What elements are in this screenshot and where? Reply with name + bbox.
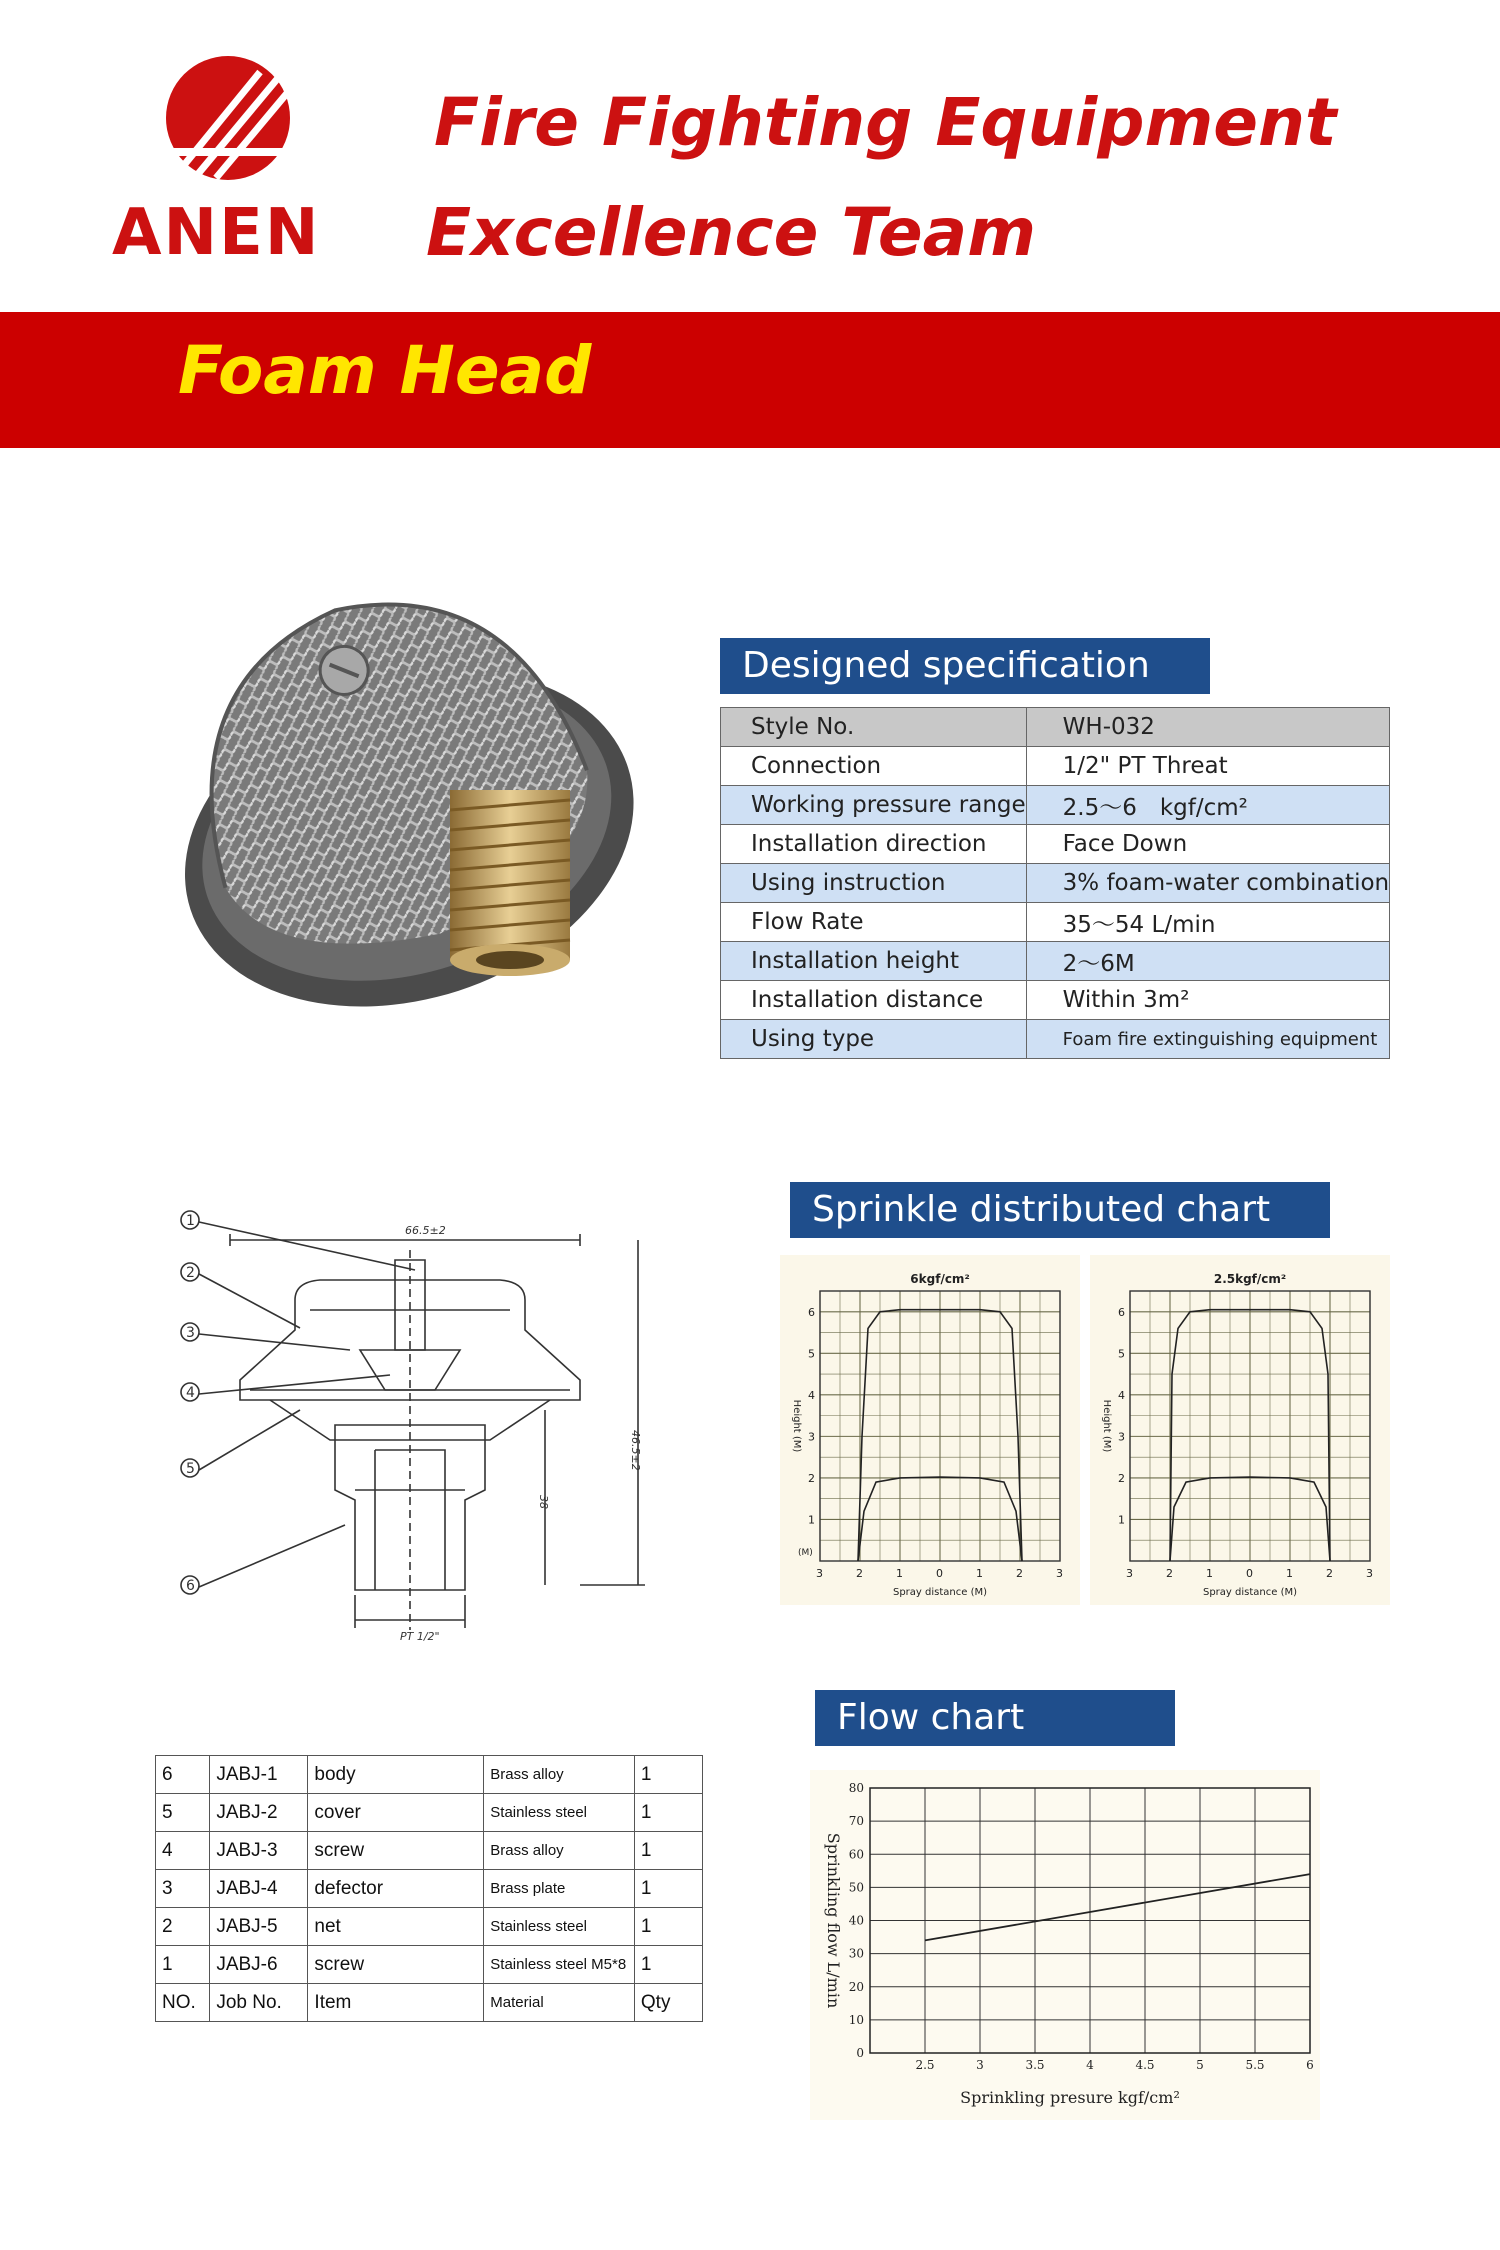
spec-heading: Designed specification (720, 638, 1210, 694)
parts-cell-no: 4 (156, 1832, 210, 1870)
parts-row (156, 1756, 703, 1794)
parts-row (156, 1908, 703, 1946)
x-axis-label: Sprinkling presure kgf/cm² (960, 2088, 1180, 2107)
parts-table (155, 1755, 703, 2022)
parts-cell-item: net (308, 1908, 484, 1946)
chart-title: 2.5kgf/cm² (1213, 1272, 1287, 1286)
x-tick-label: 1 (1286, 1567, 1293, 1580)
parts-cell-item: body (308, 1756, 484, 1794)
x-tick-label: 2 (1166, 1567, 1173, 1580)
spec-label: Installation direction (721, 825, 1027, 864)
x-tick-label: 3 (816, 1567, 823, 1580)
x-tick-label: 2 (1326, 1567, 1333, 1580)
y-tick-label: 0 (856, 2046, 864, 2060)
tagline-line-1: Fire Fighting Equipment (434, 84, 1337, 161)
x-tick-label: 3 (1126, 1567, 1133, 1580)
spec-row (721, 747, 1390, 786)
y-tick-label: 60 (848, 1847, 864, 1862)
y-tick-label: 5 (808, 1347, 815, 1361)
spec-value: 2.5～6 kgf/cm² (1026, 786, 1389, 825)
spec-label: Flow Rate (721, 903, 1027, 942)
parts-cell-job: JABJ-1 (210, 1756, 308, 1794)
spec-label: Using instruction (721, 864, 1027, 903)
spec-value: 3% foam-water combination (1026, 864, 1389, 903)
spec-label: Installation distance (721, 981, 1027, 1020)
callout-label: 5 (186, 1461, 195, 1477)
x-tick-label: 4 (1086, 2058, 1094, 2072)
spec-label: Style No. (721, 708, 1027, 747)
spec-row (721, 708, 1390, 747)
product-photo (150, 540, 650, 1070)
y-tick-label: 1 (808, 1513, 815, 1527)
technical-drawing (160, 1200, 660, 1650)
spec-value: WH-032 (1026, 708, 1389, 747)
flow-chart-svg (810, 1770, 1320, 2120)
spec-value: Foam fire extinguishing equipment (1026, 1020, 1389, 1059)
y-unit-label: (M) (798, 1548, 813, 1558)
parts-cell-qty: 1 (634, 1794, 702, 1832)
x-tick-label: 3 (1366, 1567, 1373, 1580)
parts-cell-job: JABJ-4 (210, 1870, 308, 1908)
parts-cell-material: Material (484, 1984, 635, 2022)
y-tick-label: 4 (1118, 1388, 1125, 1402)
flow-series-line (925, 1874, 1310, 1940)
y-tick-label: 80 (848, 1781, 864, 1795)
x-tick-label: 0 (936, 1567, 943, 1580)
sprinkle-chart-6-svg (780, 1255, 1080, 1605)
parts-cell-material: Brass alloy (484, 1756, 635, 1794)
parts-cell-no: 3 (156, 1870, 210, 1908)
parts-cell-item: cover (308, 1794, 484, 1832)
sprinkle-chart-2-5-svg (1090, 1255, 1390, 1605)
parts-cell-no: 5 (156, 1794, 210, 1832)
x-tick-label: 2 (1016, 1567, 1023, 1580)
dimension-bottom: PT 1/2" (400, 1630, 440, 1643)
y-tick-label: 20 (848, 1979, 864, 1994)
y-tick-label: 30 (848, 1946, 864, 1961)
x-tick-label: 3 (976, 2058, 984, 2072)
sprinkle-heading: Sprinkle distributed chart (790, 1182, 1330, 1238)
x-tick-label: 4.5 (1135, 2058, 1155, 2072)
x-tick-label: 6 (1306, 2058, 1314, 2072)
spec-row (721, 981, 1390, 1020)
spec-row (721, 903, 1390, 942)
parts-cell-material: Brass alloy (484, 1832, 635, 1870)
parts-cell-no: NO. (156, 1984, 210, 2022)
y-tick-label: 10 (848, 2012, 864, 2027)
parts-cell-qty: 1 (634, 1908, 702, 1946)
spec-label: Installation height (721, 942, 1027, 981)
parts-cell-qty: Qty (634, 1984, 702, 2022)
x-axis-label: Spray distance (M) (1202, 1587, 1298, 1598)
spec-label: Working pressure range (721, 786, 1027, 825)
parts-row (156, 1794, 703, 1832)
x-tick-label: 2 (856, 1567, 863, 1580)
x-tick-label: 0 (1246, 1567, 1253, 1580)
y-tick-label: 6 (808, 1305, 815, 1319)
x-tick-label: 5.5 (1245, 2058, 1265, 2072)
parts-cell-material: Stainless steel (484, 1794, 635, 1832)
spec-value: Within 3m² (1026, 981, 1389, 1020)
spec-row (721, 786, 1390, 825)
sprinkle-chart-2-5 (1090, 1255, 1390, 1605)
flow-heading: Flow chart (815, 1690, 1175, 1746)
y-tick-label: 4 (808, 1388, 815, 1402)
parts-cell-item: screw (308, 1832, 484, 1870)
parts-cell-item: screw (308, 1946, 484, 1984)
parts-cell-job: JABJ-5 (210, 1908, 308, 1946)
x-tick-label: 1 (976, 1567, 983, 1580)
parts-row (156, 1832, 703, 1870)
spec-row (721, 942, 1390, 981)
parts-cell-material: Stainless steel (484, 1908, 635, 1946)
parts-row (156, 1946, 703, 1984)
y-tick-label: 2 (808, 1471, 815, 1485)
dimension-mid: 38 (537, 1495, 550, 1509)
parts-cell-no: 6 (156, 1756, 210, 1794)
sprinkle-chart-6 (780, 1255, 1080, 1605)
spec-row (721, 864, 1390, 903)
callout-label: 4 (186, 1385, 195, 1401)
spec-value: Face Down (1026, 825, 1389, 864)
logo-text: ANEN (112, 196, 321, 270)
parts-cell-item: Item (308, 1984, 484, 2022)
x-tick-label: 5 (1196, 2058, 1204, 2072)
x-tick-label: 1 (1206, 1567, 1213, 1580)
spec-label: Using type (721, 1020, 1027, 1059)
y-tick-label: 3 (808, 1430, 815, 1444)
flow-chart (810, 1770, 1320, 2120)
parts-cell-qty: 1 (634, 1832, 702, 1870)
parts-cell-material: Stainless steel M5*8 (484, 1946, 635, 1984)
spec-label: Connection (721, 747, 1027, 786)
y-tick-label: 3 (1118, 1430, 1125, 1444)
spec-value: 1/2" PT Threat (1026, 747, 1389, 786)
spec-value: 2～6M (1026, 942, 1389, 981)
spec-value: 35～54 L/min (1026, 903, 1389, 942)
parts-cell-job: Job No. (210, 1984, 308, 2022)
y-tick-label: 1 (1118, 1513, 1125, 1527)
parts-row (156, 1870, 703, 1908)
parts-cell-job: JABJ-6 (210, 1946, 308, 1984)
y-tick-label: 6 (1118, 1305, 1125, 1319)
spec-row (721, 825, 1390, 864)
x-tick-label: 1 (896, 1567, 903, 1580)
spec-row (721, 1020, 1390, 1059)
y-tick-label: 2 (1118, 1471, 1125, 1485)
y-axis-label: Height (M) (791, 1399, 802, 1453)
dimension-top: 66.5±2 (405, 1224, 446, 1237)
x-tick-label: 2.5 (915, 2058, 935, 2072)
x-axis-label: Spray distance (M) (892, 1587, 988, 1598)
parts-cell-item: defector (308, 1870, 484, 1908)
spec-table (720, 707, 1390, 1059)
parts-cell-qty: 1 (634, 1756, 702, 1794)
parts-cell-no: 2 (156, 1908, 210, 1946)
dimension-right: 46.5±2 (629, 1430, 642, 1471)
parts-cell-no: 1 (156, 1946, 210, 1984)
y-tick-label: 5 (1118, 1347, 1125, 1361)
tagline-line-2: Excellence Team (426, 194, 1036, 271)
y-tick-label: 40 (848, 1913, 864, 1928)
x-tick-label: 3.5 (1025, 2058, 1045, 2072)
y-tick-label: 50 (848, 1880, 864, 1895)
product-title: Foam Head (178, 332, 592, 409)
parts-cell-job: JABJ-2 (210, 1794, 308, 1832)
parts-header-row (156, 1984, 703, 2022)
chart-title: 6kgf/cm² (910, 1272, 970, 1286)
parts-cell-qty: 1 (634, 1946, 702, 1984)
y-tick-label: 70 (848, 1814, 864, 1829)
x-tick-label: 3 (1056, 1567, 1063, 1580)
callout-label: 1 (186, 1213, 195, 1229)
y-axis-label: Sprinkling flow L/min (824, 1832, 843, 2009)
callout-label: 6 (186, 1578, 195, 1594)
callout-label: 3 (186, 1325, 195, 1341)
parts-cell-material: Brass plate (484, 1870, 635, 1908)
callout-label: 2 (186, 1265, 195, 1281)
y-axis-label: Height (M) (1101, 1399, 1112, 1453)
parts-cell-job: JABJ-3 (210, 1832, 308, 1870)
parts-cell-qty: 1 (634, 1870, 702, 1908)
